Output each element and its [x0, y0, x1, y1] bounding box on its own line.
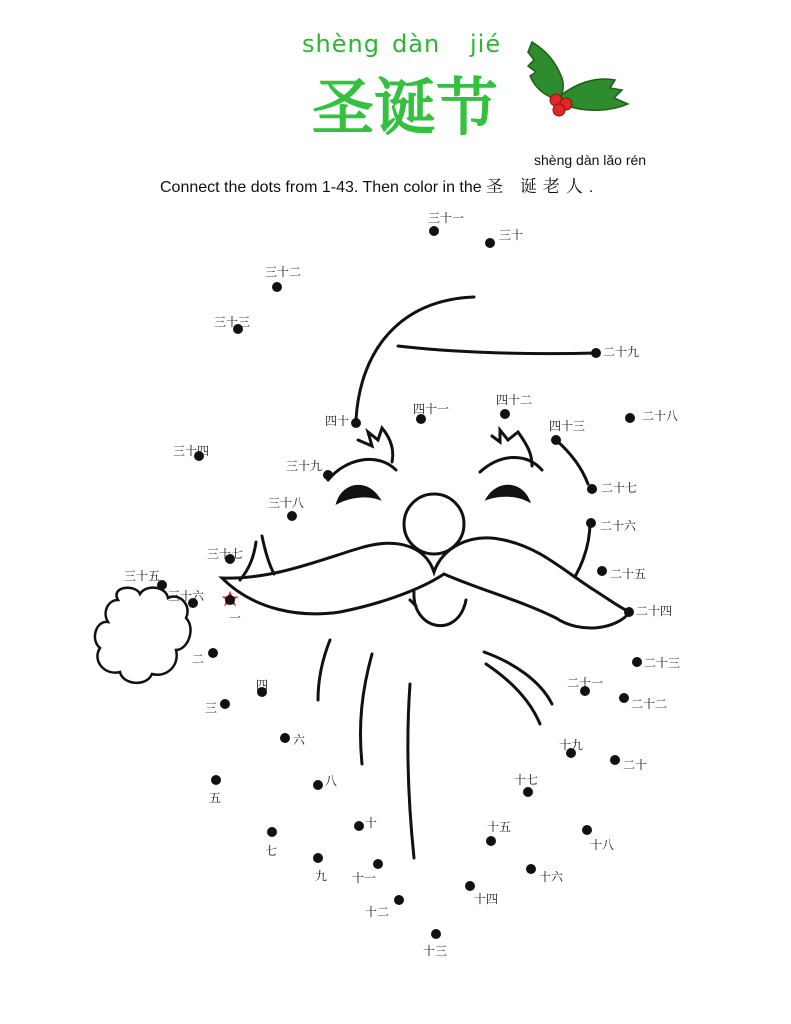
dot-label-5: 五	[209, 791, 222, 805]
dot-label-16: 十六	[539, 870, 564, 884]
dot-label-26: 二十六	[600, 519, 637, 533]
dot-42[interactable]	[500, 409, 510, 419]
dot-label-32: 三十二	[265, 265, 302, 279]
dot-40[interactable]	[351, 418, 361, 428]
dot-39[interactable]	[323, 470, 333, 480]
dot-9[interactable]	[313, 853, 323, 863]
dot-label-25: 二十五	[610, 567, 647, 581]
page-title: 圣诞节	[312, 71, 499, 144]
dot-31[interactable]	[429, 226, 439, 236]
dot-label-30: 三十	[499, 228, 524, 242]
dot-label-18: 十八	[590, 838, 615, 852]
dot-24[interactable]	[624, 607, 634, 617]
dot-43[interactable]	[551, 435, 561, 445]
dot-25[interactable]	[597, 566, 607, 576]
dot-23[interactable]	[632, 657, 642, 667]
dot-label-34: 三十四	[173, 444, 210, 458]
dot-label-38: 三十八	[268, 496, 305, 510]
dot-10[interactable]	[354, 821, 364, 831]
dot-label-14: 十四	[474, 892, 499, 906]
dot-38[interactable]	[287, 511, 297, 521]
dot-label-19: 十九	[559, 738, 584, 752]
dot-1[interactable]	[225, 595, 235, 605]
dot-28[interactable]	[625, 413, 635, 423]
dot-label-41: 四十一	[413, 402, 450, 416]
dot-label-22: 二十二	[631, 697, 668, 711]
dot-16[interactable]	[526, 864, 536, 874]
dot-label-23: 二十三	[644, 656, 681, 670]
dot-label-6: 六	[293, 733, 306, 747]
dot-29[interactable]	[591, 348, 601, 358]
dot-18[interactable]	[582, 825, 592, 835]
dot-20[interactable]	[610, 755, 620, 765]
dot-30[interactable]	[485, 238, 495, 248]
dot-label-42: 四十二	[496, 393, 533, 407]
dot-13[interactable]	[431, 929, 441, 939]
dot-15[interactable]	[486, 836, 496, 846]
dot-14[interactable]	[465, 881, 475, 891]
dot-3[interactable]	[220, 699, 230, 709]
dot-label-7: 七	[265, 844, 278, 858]
instruction-chinese: 圣 诞老人	[486, 177, 589, 196]
dot-label-33: 三十三	[214, 315, 251, 329]
dot-22[interactable]	[619, 693, 629, 703]
dot-label-1: 一	[229, 611, 242, 625]
dot-label-27: 二十七	[601, 481, 638, 495]
dot-label-10: 十	[365, 816, 378, 830]
dot-17[interactable]	[523, 787, 533, 797]
dot-12[interactable]	[394, 895, 404, 905]
dot-2[interactable]	[208, 648, 218, 658]
dot-label-20: 二十	[623, 758, 648, 772]
dot-label-37: 三十七	[207, 547, 244, 561]
dot-label-17: 十七	[514, 773, 539, 787]
dot-label-21: 二十一	[567, 676, 604, 690]
dot-label-43: 四十三	[549, 419, 586, 433]
dot-label-11: 十一	[352, 871, 377, 885]
dot-label-13: 十三	[423, 944, 448, 958]
title-pinyin-1: shèng	[302, 30, 380, 58]
dot-label-29: 二十九	[603, 345, 640, 359]
dot-7[interactable]	[267, 827, 277, 837]
dot-label-36: 三十六	[168, 589, 205, 603]
dot-8[interactable]	[313, 780, 323, 790]
dot-6[interactable]	[280, 733, 290, 743]
dot-label-31: 三十一	[428, 211, 465, 225]
title-pinyin-3: jié	[470, 30, 502, 58]
title-pinyin-2: dàn	[392, 30, 441, 58]
dot-26[interactable]	[586, 518, 596, 528]
dot-label-35: 三十五	[124, 569, 161, 583]
dot-label-15: 十五	[487, 820, 512, 834]
instruction-end: .	[588, 179, 594, 196]
instruction-main: Connect the dots from 1-43. Then color in the	[160, 179, 482, 196]
dot-label-39: 三十九	[286, 459, 323, 473]
dot-5[interactable]	[211, 775, 221, 785]
dot-27[interactable]	[587, 484, 597, 494]
dot-11[interactable]	[373, 859, 383, 869]
dot-label-9: 九	[315, 869, 328, 883]
dot-label-8: 八	[325, 774, 338, 788]
dot-label-2: 二	[192, 652, 205, 666]
dot-label-3: 三	[205, 701, 218, 715]
dot-label-28: 二十八	[642, 409, 679, 423]
dot-32[interactable]	[272, 282, 282, 292]
dot-label-12: 十二	[365, 905, 390, 919]
instruction-pinyin: shèng dàn lǎo rén	[534, 152, 647, 168]
dot-label-40: 四十	[325, 414, 350, 428]
dot-label-4: 四	[256, 678, 269, 692]
dot-label-24: 二十四	[636, 604, 673, 618]
